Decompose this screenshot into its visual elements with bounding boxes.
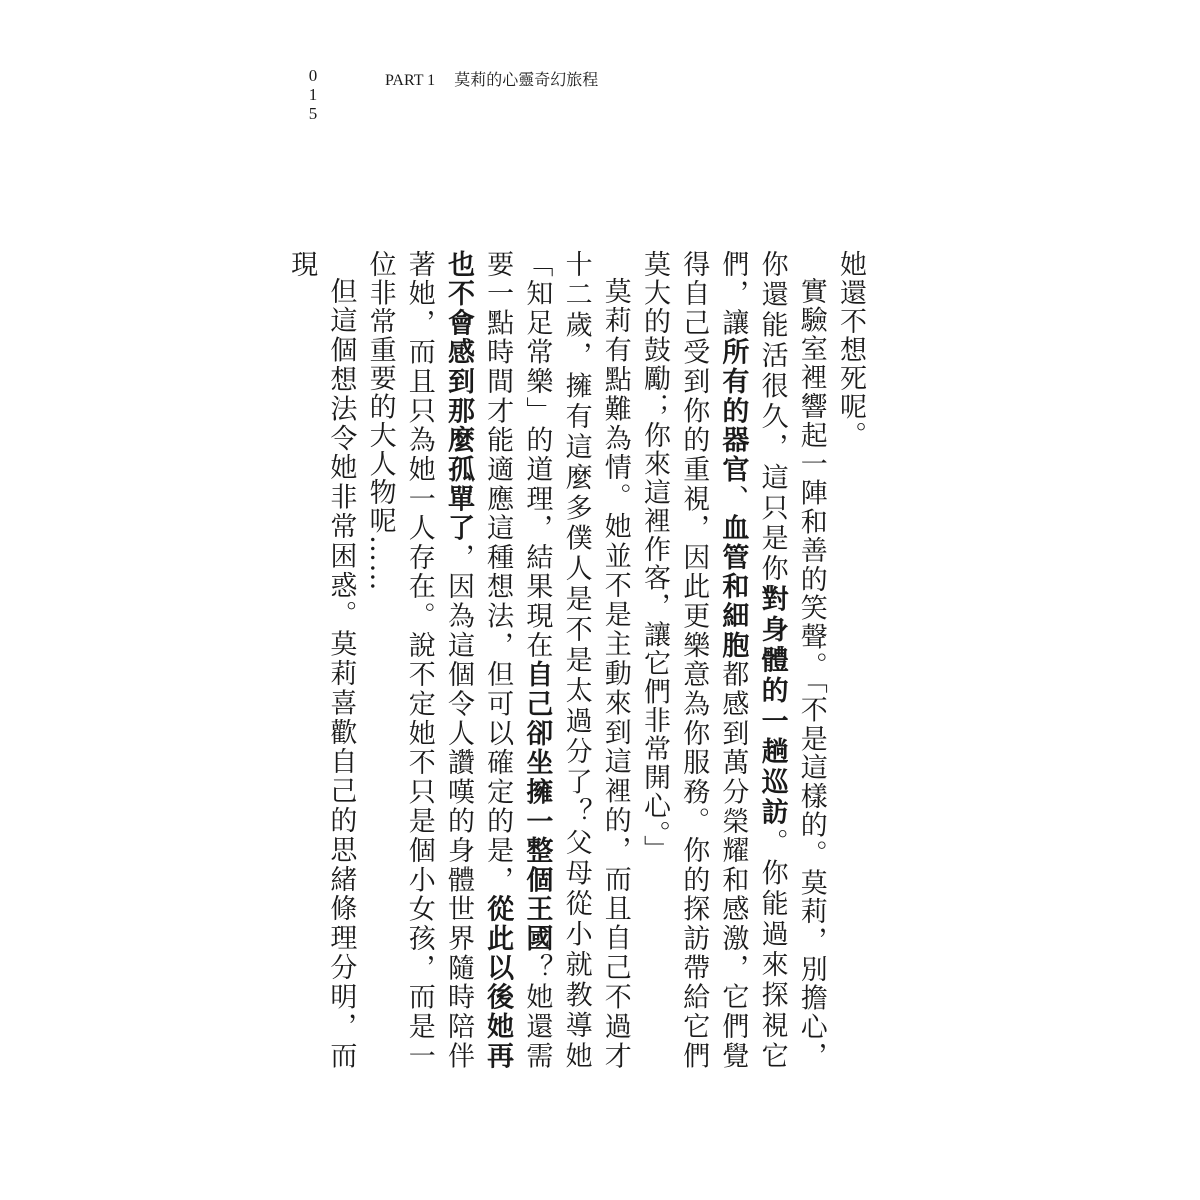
paragraph-text: 但這個想法令她非常困惑。莫莉喜歡自己的思緒條理分明，而現 <box>286 250 357 1070</box>
paragraph <box>282 250 360 1070</box>
page-number-digit: 0 <box>308 66 318 85</box>
page-number-digit: 1 <box>308 85 318 104</box>
paragraph-text: 都感到萬分榮耀和感激，它們覺得自己受到你的重視，因此更樂意為你服務。你的探訪帶給它們莫大的鼓勵；你來這裡作客，讓它們非常開心。」 <box>638 250 749 1071</box>
page-number-digit: 5 <box>308 104 318 123</box>
paragraph <box>831 250 870 1070</box>
page-number <box>303 66 323 123</box>
paragraph-text: 。你能過來探視它們，讓 <box>717 250 788 1071</box>
emphasized-text: 對身體的一趟巡訪 <box>756 584 788 829</box>
emphasized-text: 所有的器官 <box>717 337 749 485</box>
paragraph-text: ，因為這個令人讚嘆的身體世界隨時陪伴著她，而且只為她一人存在。說不定她不只是個小女孩，而是一位非常重要的大人物呢…… <box>364 250 474 1071</box>
paragraph-text: 實驗室裡響起一陣和善的笑聲。「不是這樣的。莫莉，別擔心，你還能活很久，這只是你 <box>756 250 827 1070</box>
paragraph <box>635 250 831 1070</box>
emphasized-text: 從此以後她再也不會感到那麼孤單了 <box>442 250 514 1071</box>
paragraph-text: ？她還需要一點時間才能適應這種想法，但可以確定的是， <box>482 250 553 1071</box>
part-label: PART 1 <box>385 72 436 89</box>
emphasized-text: 自己卻坐擁一整個王國 <box>521 660 553 954</box>
paragraph <box>360 250 634 1070</box>
paragraph-text: 莫莉有點難為情。她並不是主動來到這裡的，而且自己不過才十二歲，擁有這麼多僕人是不是太過分了？父母從小就教導她「知足常樂」的道理，結果現在 <box>521 250 631 1070</box>
running-header <box>385 70 598 91</box>
body-text <box>286 250 870 1071</box>
paragraph-text: 她還不想死呢。 <box>835 250 866 450</box>
chapter-title: 莫莉的心靈奇幻旅程 <box>454 70 599 89</box>
emphasized-text: 血管和細胞 <box>717 513 749 661</box>
paragraph-text: 、 <box>717 484 749 514</box>
